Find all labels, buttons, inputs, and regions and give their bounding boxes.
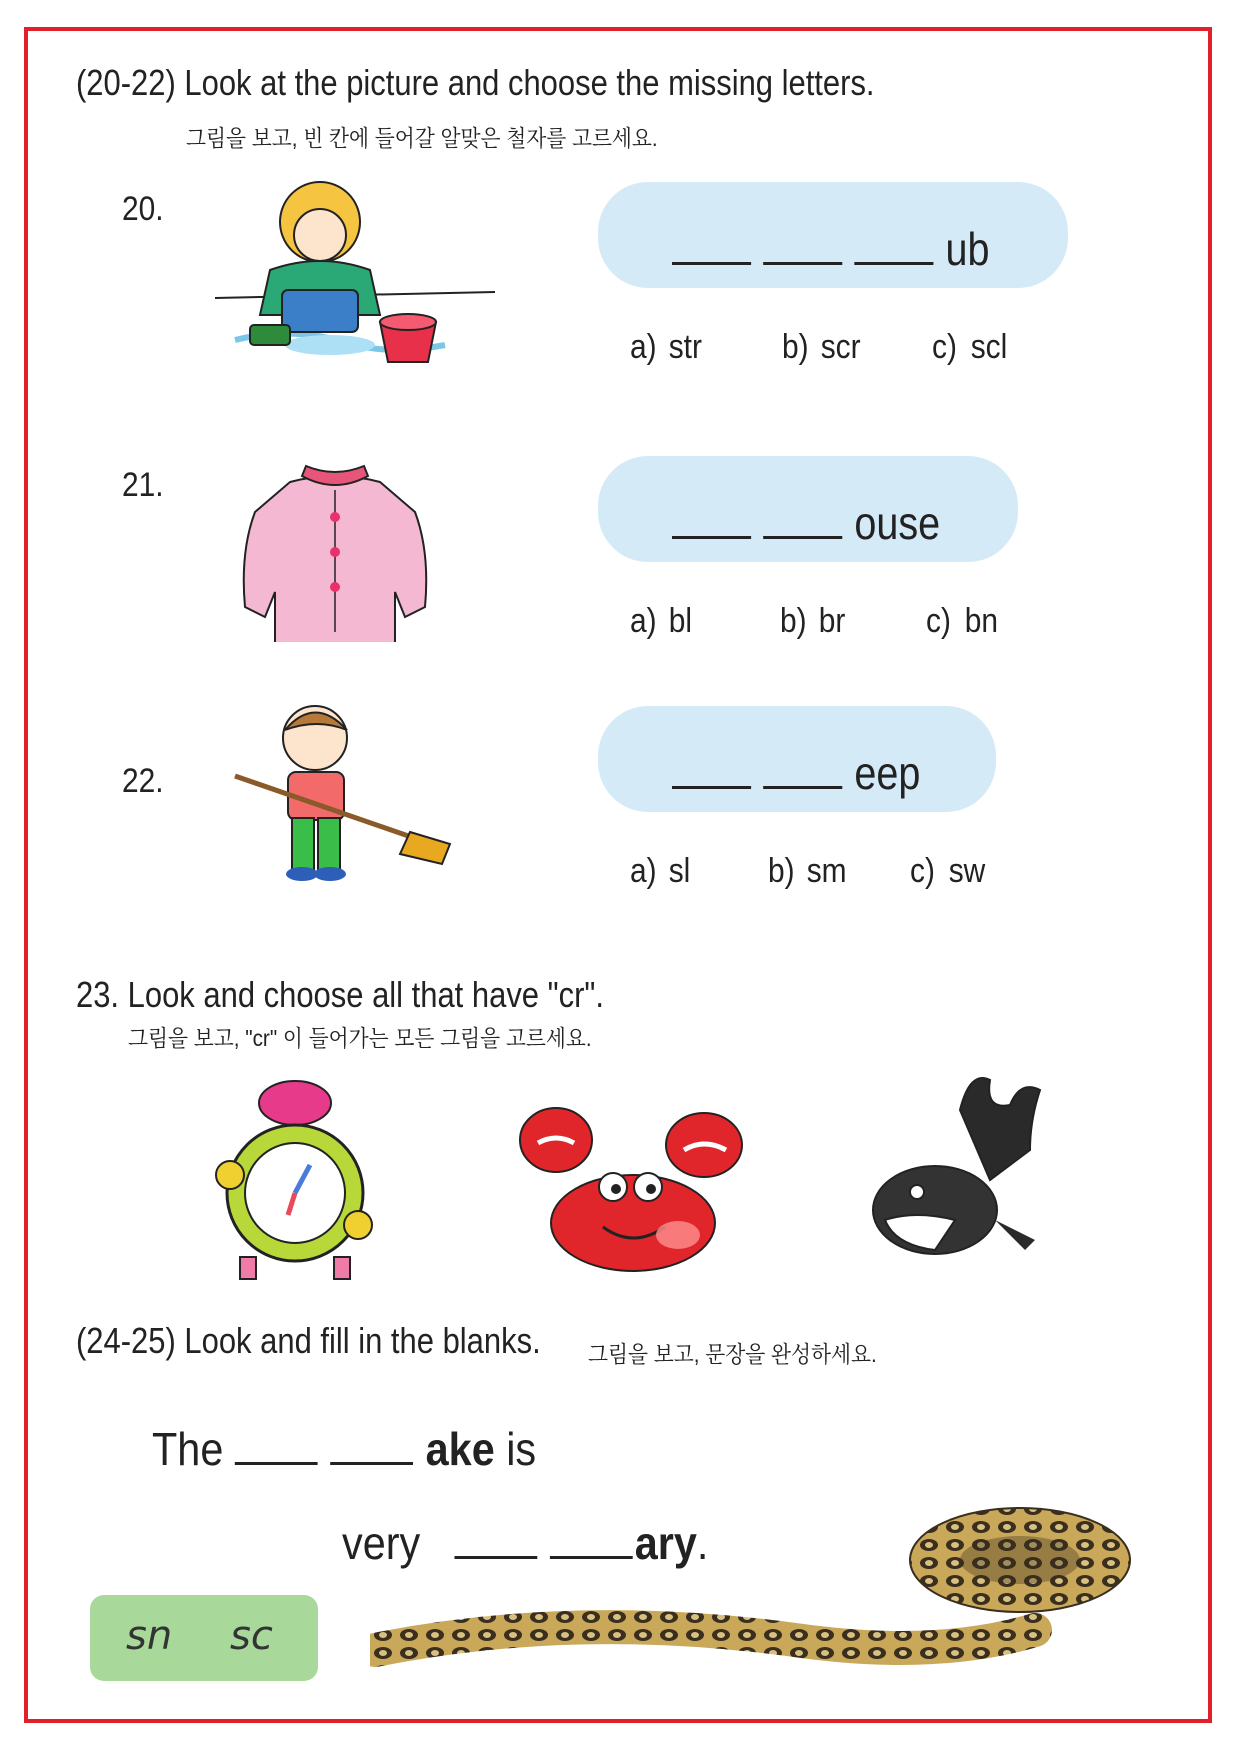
hint-option[interactable]: sn	[126, 1613, 173, 1659]
blouse-illustration	[230, 462, 440, 642]
blank[interactable]	[763, 744, 842, 789]
choice-b[interactable]: b) sm	[768, 852, 847, 890]
sentence-line-2: very ary.	[342, 1514, 708, 1570]
blank[interactable]	[672, 220, 751, 265]
choice-b[interactable]: b) br	[780, 602, 846, 640]
question-number: 20.	[122, 190, 164, 228]
question-number: 22.	[122, 762, 164, 800]
hint-option[interactable]: sc	[230, 1613, 273, 1659]
blank[interactable]	[235, 1420, 318, 1465]
crab-illustration[interactable]	[508, 1095, 758, 1285]
blank[interactable]	[672, 494, 751, 539]
boy-sweeping-illustration	[230, 700, 490, 892]
snake-illustration	[370, 1500, 1160, 1700]
blank[interactable]	[672, 744, 751, 789]
answer-blanks	[672, 744, 920, 800]
blank[interactable]	[330, 1420, 413, 1465]
word-ending: ouse	[854, 497, 941, 549]
blank[interactable]	[763, 494, 842, 539]
choice-a[interactable]: a) str	[630, 328, 702, 366]
question-23-subtitle: 그림을 보고, "cr" 이 들어가는 모든 그림을 고르세요.	[128, 1025, 592, 1051]
choice-b[interactable]: b) scr	[782, 328, 861, 366]
blank[interactable]	[854, 220, 933, 265]
section-title: (20-22) Look at the picture and choose the missing letters.	[76, 62, 875, 103]
section-2-header	[76, 1320, 616, 1362]
choice-a[interactable]: a) bl	[630, 602, 693, 640]
blank[interactable]	[763, 220, 842, 265]
word-ending: eep	[854, 747, 921, 799]
sentence-line-1: The ake is	[152, 1420, 536, 1476]
choice-c[interactable]: c) sw	[910, 852, 986, 890]
choice-c[interactable]: c) bn	[926, 602, 999, 640]
girl-scrubbing-illustration	[210, 180, 510, 390]
section-2-subtitle: 그림을 보고, 문장을 완성하세요.	[588, 1341, 877, 1367]
choice-c[interactable]: c) scl	[932, 328, 1008, 366]
question-23-title: 23. Look and choose all that have "cr".	[76, 974, 604, 1015]
word-ending: ub	[945, 223, 990, 275]
answer-blanks	[672, 220, 989, 276]
section-2-title: (24-25) Look and fill in the blanks.	[76, 1320, 541, 1361]
question-number: 21.	[122, 466, 164, 504]
crow-illustration[interactable]	[865, 1070, 1065, 1270]
choice-a[interactable]: a) sl	[630, 852, 691, 890]
alarm-clock-illustration[interactable]	[210, 1075, 380, 1285]
hint-box	[90, 1595, 318, 1681]
section-subtitle: 그림을 보고, 빈 칸에 들어갈 알맞은 철자를 고르세요.	[186, 125, 658, 151]
answer-blanks	[672, 494, 940, 550]
